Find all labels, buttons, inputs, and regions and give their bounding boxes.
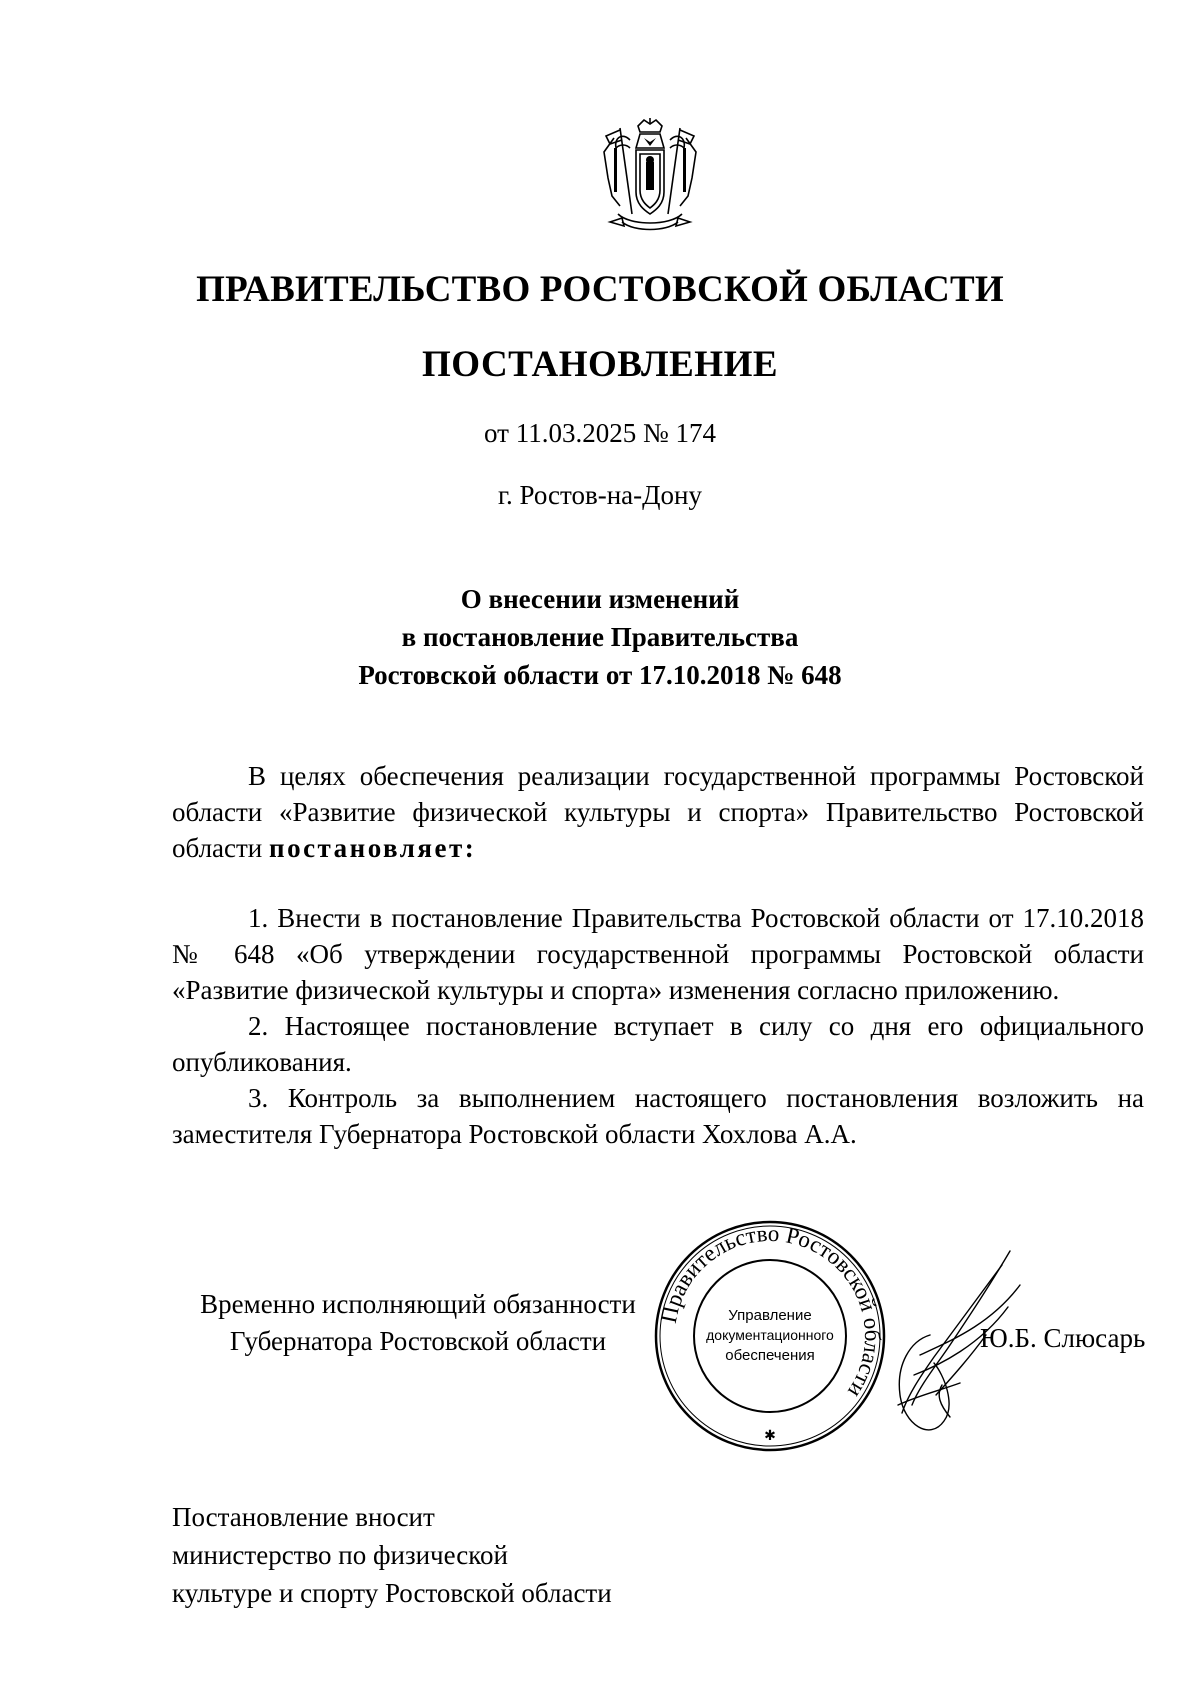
stamp-star-icon: ✱ [764, 1429, 776, 1444]
signer-position-line: Временно исполняющий обязанности [200, 1289, 636, 1319]
decree-items [172, 900, 1144, 1152]
stamp-inner-line: обеспечения [725, 1347, 815, 1364]
decree-item-2: 2. Настоящее постановление вступает в силу со дня его официального опубликования. [172, 1011, 1144, 1077]
decree-word: постановляет: [269, 833, 477, 863]
coat-of-arms-icon [600, 118, 700, 236]
subject-line: в постановление Правительства [401, 622, 799, 652]
submitted-by-line: культуре и спорту Ростовской области [172, 1578, 612, 1608]
signer-position [188, 1286, 648, 1360]
decree-item-1: 1. Внести в постановление Правительства Ростовской области от 17.10.2018 № 648 «Об утверждении государственной программы Ростовской области «Развитие физической культуры и спорта» изменения согласно приложению. [172, 903, 1144, 1005]
document-city: г. Ростов-на-Дону [497, 480, 702, 510]
document-date-number: от 11.03.2025 № 174 [484, 418, 716, 448]
submitted-by-line: Постановление вносит [172, 1502, 435, 1532]
submitted-by-line: министерство по физической [172, 1540, 508, 1570]
signer-position-line: Губернатора Ростовской области [229, 1326, 607, 1356]
preamble-paragraph [172, 758, 1144, 866]
subject-line: Ростовской области от 17.10.2018 № 648 [358, 660, 842, 690]
decree-item-3: 3. Контроль за выполнением настоящего постановления возложить на заместителя Губернатора Ростовской области Хохлова А.А. [172, 1083, 1144, 1149]
government-title: ПРАВИТЕЛЬСТВО РОСТОВСКОЙ ОБЛАСТИ [196, 269, 1004, 310]
document-subject [0, 580, 1200, 694]
submitted-by-block [172, 1498, 612, 1612]
stamp-inner-line: Управление [728, 1307, 812, 1324]
signer-name: Ю.Б. Слюсарь [980, 1323, 1146, 1353]
official-stamp [652, 1218, 888, 1454]
document-type-title: ПОСТАНОВЛЕНИЕ [421, 344, 779, 385]
stamp-outer-text: Правительство Ростовской области [655, 1220, 886, 1403]
stamp-inner-line: документационного [706, 1327, 834, 1343]
subject-line: О внесении изменений [460, 584, 740, 614]
preamble-text: В целях обеспечения реализации государственной программы Ростовской области «Развитие физической культуры и спорта» Правительство Ростовской области [172, 761, 1144, 863]
